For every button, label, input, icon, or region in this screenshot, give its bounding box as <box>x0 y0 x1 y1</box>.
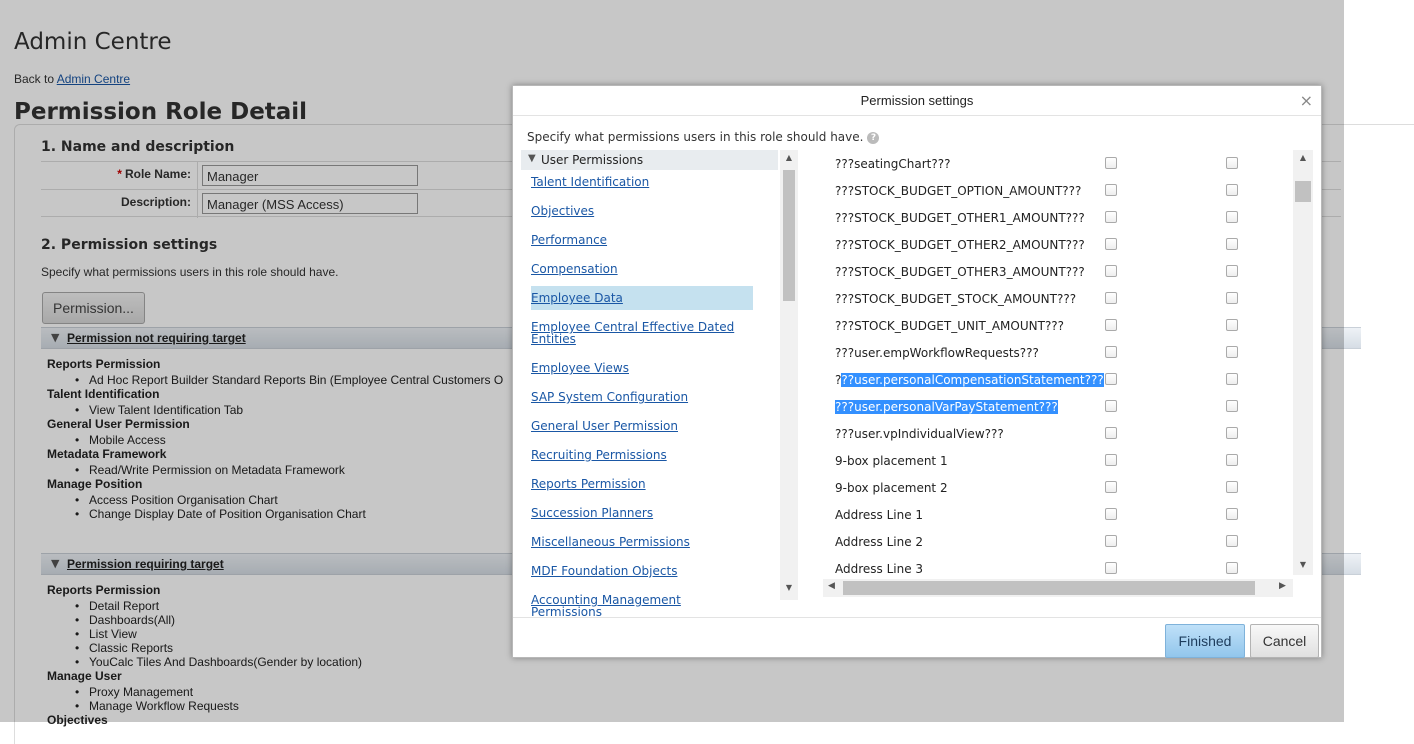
field-checkbox[interactable] <box>1226 157 1238 169</box>
category-link-selected[interactable]: Employee Data <box>531 286 753 310</box>
scroll-down-icon[interactable]: ▼ <box>785 583 793 592</box>
permission-name-text: ???STOCK_BUDGET_UNIT_AMOUNT??? <box>835 319 1065 333</box>
category-link[interactable]: MDF Foundation Objects <box>531 564 678 578</box>
permission-name-selected-text: ??user.personalCompensationStatement??? <box>841 373 1104 387</box>
left-scrollbar[interactable] <box>780 150 798 600</box>
permission-name <box>835 535 923 549</box>
permission-checkbox[interactable] <box>1105 238 1117 250</box>
category: Manage Position <box>47 477 143 491</box>
permission-name <box>835 319 1064 333</box>
permission-name-text: 9-box placement 1 <box>835 454 948 468</box>
category: Reports Permission <box>47 357 161 371</box>
category-link[interactable]: Miscellaneous Permissions <box>531 535 690 549</box>
permission-name <box>835 508 923 522</box>
permission-name <box>835 238 1085 252</box>
user-permissions-header-label: User Permissions <box>541 153 644 167</box>
list-item: • Read/Write Permission on Metadata Framework <box>47 463 503 477</box>
permission-checkbox[interactable] <box>1105 319 1117 331</box>
permission-name <box>835 562 923 576</box>
perm-section-heading: 2. Permission settings <box>41 237 218 253</box>
permission-name-text: Address Line 2 <box>835 535 924 549</box>
permission-row <box>823 312 1293 339</box>
permission-name-text: ???user.empWorkflowRequests??? <box>835 346 1039 360</box>
category: Objectives <box>47 713 108 727</box>
permission-checkbox[interactable] <box>1105 400 1117 412</box>
permission-checkbox[interactable] <box>1105 562 1117 574</box>
scroll-thumb[interactable] <box>1295 181 1311 202</box>
field-checkbox[interactable] <box>1226 211 1238 223</box>
scroll-left-icon[interactable]: ◀ <box>828 581 835 591</box>
field-checkbox[interactable] <box>1226 373 1238 385</box>
permission-name <box>835 265 1085 279</box>
back-prefix: Back to <box>14 72 57 86</box>
permission-name-text: Address Line 1 <box>835 508 924 522</box>
field-checkbox[interactable] <box>1226 481 1238 493</box>
list-item: • Detail Report <box>47 599 362 613</box>
collapse-icon: ▼ <box>528 153 536 164</box>
horizontal-scrollbar[interactable] <box>823 579 1293 597</box>
category-link[interactable]: Succession Planners <box>531 506 654 520</box>
scroll-thumb[interactable] <box>783 170 795 301</box>
help-icon[interactable]: ? <box>867 132 879 144</box>
dialog-title: Permission settings <box>860 93 974 108</box>
permission-row <box>823 555 1293 582</box>
permission-row <box>823 366 1293 393</box>
permission-row <box>823 258 1293 285</box>
category-link[interactable]: Objectives <box>531 204 595 218</box>
list-item: • Mobile Access <box>47 433 503 447</box>
permission-checkbox[interactable] <box>1105 346 1117 358</box>
scroll-up-icon[interactable]: ▲ <box>1299 153 1307 162</box>
permission-name <box>835 454 948 468</box>
finished-button[interactable]: Finished <box>1165 624 1245 658</box>
dialog-header <box>513 86 1321 116</box>
permission-row <box>823 501 1293 528</box>
scroll-up-icon[interactable]: ▲ <box>785 153 793 162</box>
permission-name <box>835 292 1076 306</box>
permission-row <box>823 420 1293 447</box>
permission-name <box>835 157 950 171</box>
permission-checkbox[interactable] <box>1105 481 1117 493</box>
permission-name <box>835 427 1004 441</box>
category-link[interactable]: General User Permission <box>531 419 678 433</box>
field-checkbox[interactable] <box>1226 319 1238 331</box>
permission-checkbox[interactable] <box>1105 508 1117 520</box>
close-icon[interactable]: × <box>1299 91 1313 110</box>
list-item: • Proxy Management <box>47 685 362 699</box>
user-permissions-header[interactable] <box>521 150 778 170</box>
group-title[interactable]: Permission requiring target <box>67 557 224 571</box>
category-link[interactable]: Talent Identification <box>531 175 650 189</box>
permission-checkbox[interactable] <box>1105 211 1117 223</box>
field-checkbox[interactable] <box>1226 535 1238 547</box>
field-checkbox[interactable] <box>1226 454 1238 466</box>
list-item: • Change Display Date of Position Organisation Chart <box>47 507 503 521</box>
permission-checkbox[interactable] <box>1105 157 1117 169</box>
list-item: • List View <box>47 627 362 641</box>
field-checkbox[interactable] <box>1226 508 1238 520</box>
group-title[interactable]: Permission not requiring target <box>67 331 246 345</box>
permission-name-text: ???STOCK_BUDGET_OPTION_AMOUNT??? <box>835 184 1082 198</box>
category-link[interactable]: Reports Permission <box>531 477 646 491</box>
role-name-label: * Role Name: <box>117 167 191 181</box>
category: Talent Identification <box>47 387 160 401</box>
field-checkbox[interactable] <box>1226 292 1238 304</box>
category-link[interactable]: Recruiting Permissions <box>531 448 667 462</box>
field-checkbox[interactable] <box>1226 265 1238 277</box>
permission-row <box>823 474 1293 501</box>
field-checkbox[interactable] <box>1226 238 1238 250</box>
permission-row <box>823 150 1293 177</box>
scroll-down-icon[interactable]: ▼ <box>1299 560 1307 569</box>
permission-settings-dialog <box>512 85 1322 658</box>
dialog-footer <box>513 617 1321 657</box>
permission-grid <box>823 150 1313 600</box>
cancel-button[interactable]: Cancel <box>1250 624 1319 658</box>
permission-name <box>835 184 1081 198</box>
permission-name-text: ???user.vpIndividualView??? <box>835 427 1004 441</box>
permission-checkbox[interactable] <box>1105 373 1117 385</box>
field-checkbox[interactable] <box>1226 400 1238 412</box>
category-link[interactable]: Employee Views <box>531 361 629 375</box>
field-checkbox[interactable] <box>1226 346 1238 358</box>
permission-name <box>835 346 1039 360</box>
list-item: • Manage Workflow Requests <box>47 699 362 713</box>
permission-row <box>823 528 1293 555</box>
category-link[interactable]: SAP System Configuration <box>531 390 689 404</box>
field-checkbox[interactable] <box>1226 562 1238 574</box>
list-item: • Access Position Organisation Chart <box>47 493 503 507</box>
permission-row <box>823 204 1293 231</box>
permission-row <box>823 231 1293 258</box>
dialog-description-text: Specify what permissions users in this role should have. <box>527 130 864 144</box>
permission-name-text: ? <box>835 373 842 387</box>
description-input[interactable]: Manager (MSS Access) <box>202 193 418 214</box>
permission-button[interactable]: Permission... <box>42 292 145 324</box>
category-link[interactable]: Compensation <box>531 262 618 276</box>
permission-row <box>823 177 1293 204</box>
permission-name-text: ???STOCK_BUDGET_OTHER1_AMOUNT??? <box>835 211 1085 225</box>
permission-name-text: ???seatingChart??? <box>835 157 951 171</box>
collapse-icon: ▼ <box>51 557 60 570</box>
permission-checkbox[interactable] <box>1105 454 1117 466</box>
category-link[interactable]: Employee Central Effective Dated Entities <box>531 320 735 346</box>
permission-name-text: Address Line 3 <box>835 562 924 576</box>
back-to-admin-centre-link[interactable]: Admin Centre <box>56 72 131 86</box>
scroll-thumb[interactable] <box>843 581 1255 595</box>
category: Reports Permission <box>47 583 161 597</box>
permission-checkbox[interactable] <box>1105 292 1117 304</box>
permission-name-text: ???STOCK_BUDGET_STOCK_AMOUNT??? <box>835 292 1077 306</box>
category: Metadata Framework <box>47 447 167 461</box>
permission-name <box>835 211 1085 225</box>
permission-row <box>823 339 1293 366</box>
permission-row <box>823 447 1293 474</box>
permission-checkbox[interactable] <box>1105 184 1117 196</box>
permission-name <box>835 373 1104 387</box>
category: General User Permission <box>47 417 190 431</box>
name-section-heading: 1. Name and description <box>41 139 235 155</box>
right-scrollbar[interactable] <box>1293 150 1313 575</box>
permission-checkbox[interactable] <box>1105 535 1117 547</box>
role-title: Permission Role Detail <box>14 99 308 125</box>
page-title: Admin Centre <box>14 29 172 55</box>
permission-name <box>835 481 948 495</box>
scroll-right-icon[interactable]: ▶ <box>1279 581 1286 591</box>
permission-row <box>823 393 1293 420</box>
description-label: Description: <box>120 195 191 209</box>
permission-name-text: ???STOCK_BUDGET_OTHER2_AMOUNT??? <box>835 238 1085 252</box>
category: Manage User <box>47 669 122 683</box>
list-item: • YouCalc Tiles And Dashboards(Gender by location) <box>47 655 362 669</box>
permission-row <box>823 285 1293 312</box>
category-link[interactable]: Accounting Management Permissions <box>531 593 681 619</box>
collapse-icon: ▼ <box>51 331 60 344</box>
role-name-input[interactable]: Manager <box>202 165 418 186</box>
field-checkbox[interactable] <box>1226 427 1238 439</box>
permission-checkbox[interactable] <box>1105 265 1117 277</box>
dialog-description <box>527 130 879 144</box>
list-item: • View Talent Identification Tab <box>47 403 503 417</box>
permission-name-text: ???STOCK_BUDGET_OTHER3_AMOUNT??? <box>835 265 1085 279</box>
permission-name <box>835 400 1058 414</box>
list-item: • Classic Reports <box>47 641 362 655</box>
category-link[interactable]: Performance <box>531 233 608 247</box>
list-item: • Ad Hoc Report Builder Standard Reports Bin (Employee Central Customers O <box>47 373 503 387</box>
permission-checkbox[interactable] <box>1105 427 1117 439</box>
list-item: • Dashboards(All) <box>47 613 362 627</box>
field-checkbox[interactable] <box>1226 184 1238 196</box>
permission-category-list <box>521 150 799 619</box>
permission-name-text: 9-box placement 2 <box>835 481 948 495</box>
perm-section-desc: Specify what permissions users in this role should have. <box>41 265 339 279</box>
permission-name-selected-text: ???user.personalVarPayStatement??? <box>835 400 1058 414</box>
